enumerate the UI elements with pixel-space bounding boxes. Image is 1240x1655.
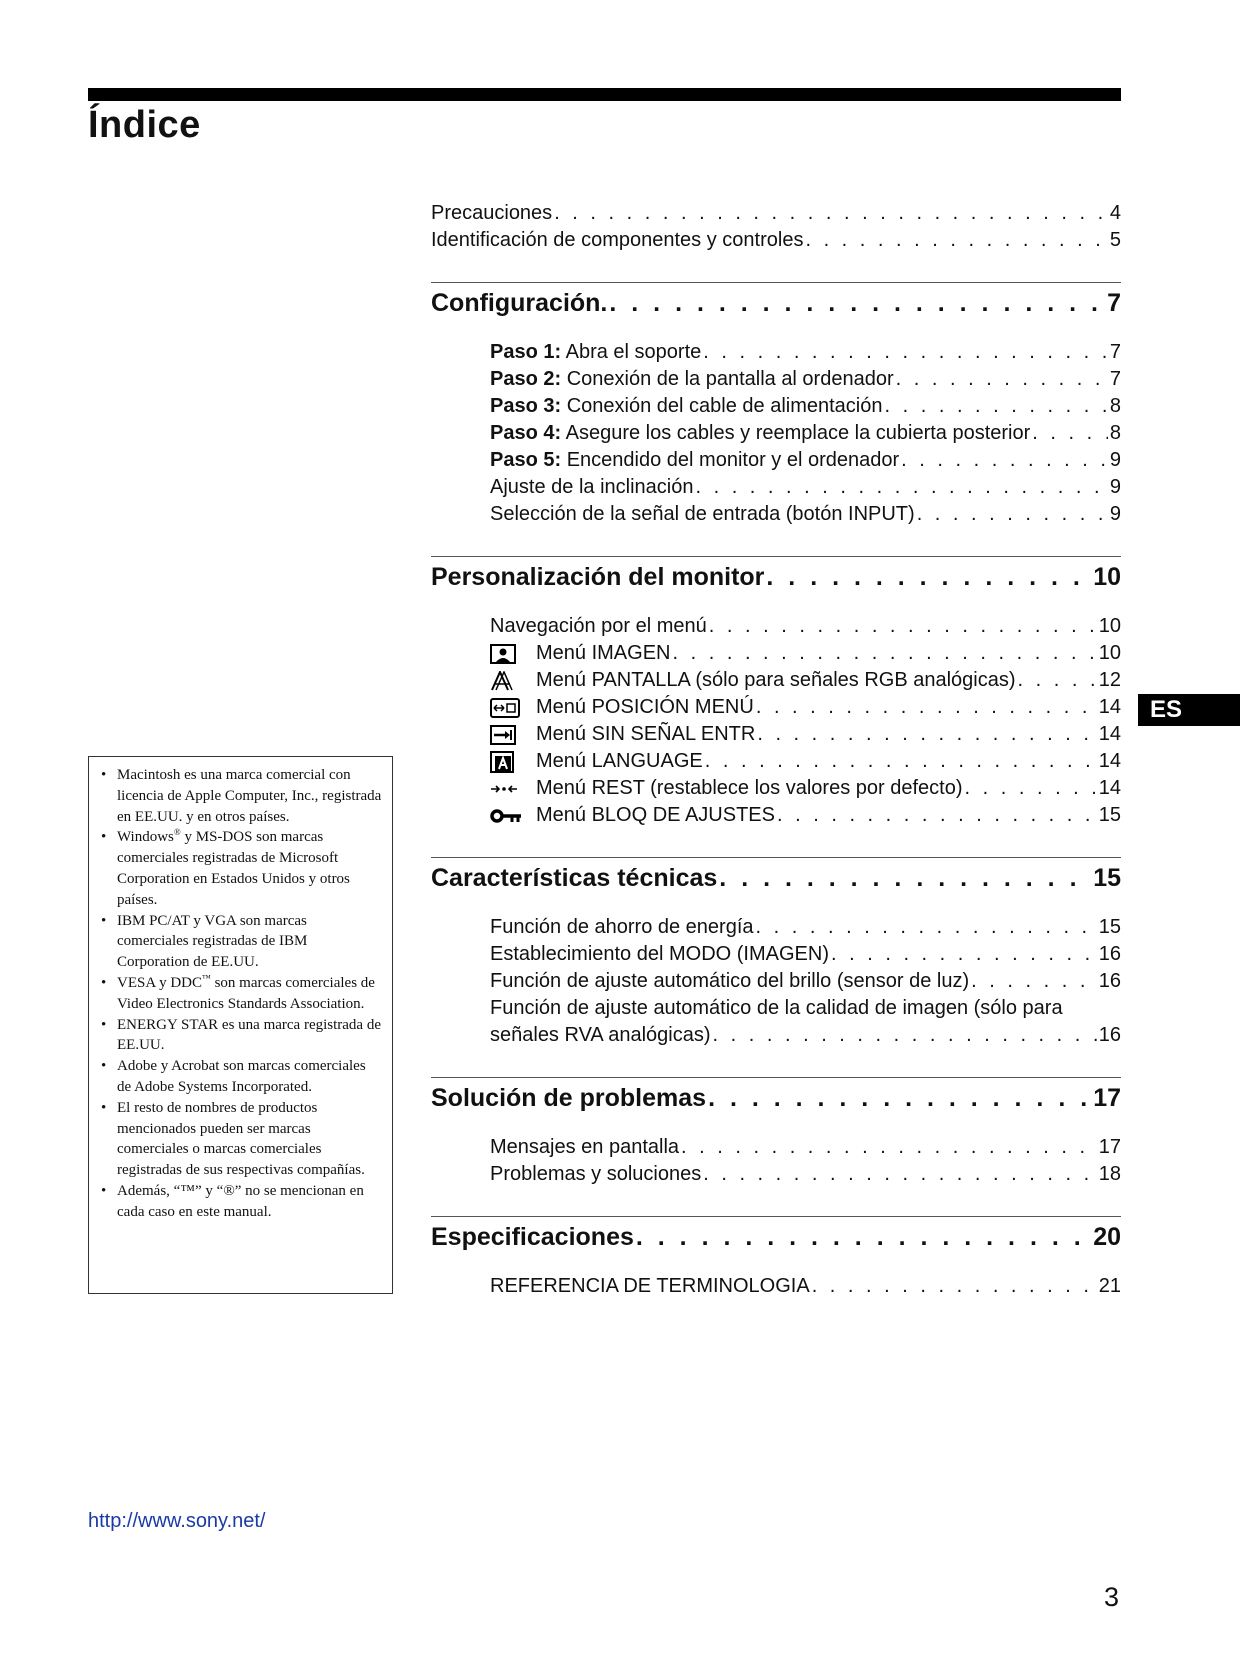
- toc-entry[interactable]: [431, 366, 1121, 393]
- dot-leader: [636, 1219, 1091, 1255]
- toc-entry[interactable]: [431, 501, 1121, 528]
- section-caracteristicas[interactable]: [431, 857, 1121, 896]
- section-title: Especificaciones: [431, 1223, 634, 1251]
- trademark-item: • ENERGY STAR es una marca registrada de EE.UU.: [99, 1015, 382, 1057]
- toc-entry-label: Paso 5: Encendido del monitor y el ordenador: [490, 449, 900, 471]
- toc-entry-label: Precauciones: [431, 202, 553, 224]
- dot-leader: [672, 640, 1096, 667]
- toc-entry[interactable]: [431, 420, 1121, 447]
- toc-entry-page: 8: [1109, 422, 1121, 444]
- section-especificaciones[interactable]: [431, 1216, 1121, 1255]
- toc-entry-label: Función de ajuste automático de la calidad de imagen (sólo para: [490, 997, 1063, 1019]
- key-icon: [490, 802, 536, 829]
- section-page: 15: [1093, 864, 1121, 892]
- toc-entry-page: 16: [1098, 1024, 1121, 1046]
- dot-leader: [756, 694, 1097, 721]
- toc-entry-label: Menú SIN SEÑAL ENTR: [536, 723, 756, 745]
- toc-entry-page: 14: [1098, 723, 1121, 745]
- dot-leader: [757, 721, 1096, 748]
- trademark-item: • Windows® y MS-DOS son marcas comerciales registradas de Microsoft Corporation en Estados Unidos y otros países.: [99, 827, 382, 910]
- dot-leader: [609, 285, 1105, 321]
- toc-entry-page: 10: [1098, 615, 1121, 637]
- header-rule: [88, 88, 1121, 101]
- language-tab: ES: [1138, 694, 1240, 726]
- toc-menu-entry[interactable]: [431, 721, 1121, 748]
- toc-entry-page: 9: [1109, 503, 1121, 525]
- toc-entry-label: Menú LANGUAGE: [536, 750, 703, 772]
- dot-leader: [896, 366, 1108, 393]
- toc-entry-page: 10: [1098, 642, 1121, 664]
- trademark-item: • Además, “™” y “®” no se mencionan en cada caso en este manual.: [99, 1181, 382, 1223]
- dot-leader: [695, 474, 1107, 501]
- dot-leader: [719, 860, 1091, 896]
- toc-entry-label: Menú REST (restablece los valores por defecto): [536, 777, 963, 799]
- screen-icon: [490, 667, 536, 694]
- toc-entry[interactable]: [431, 1161, 1121, 1188]
- dot-leader: [965, 775, 1097, 802]
- menu-position-icon: [490, 694, 536, 721]
- toc-menu-entry[interactable]: [431, 775, 1121, 802]
- dot-leader: [709, 613, 1097, 640]
- toc-entry-label: Menú POSICIÓN MENÚ: [536, 696, 754, 718]
- reset-icon: [490, 775, 536, 802]
- toc-entry-label: Paso 1: Abra el soporte: [490, 341, 702, 363]
- toc-entry-page: 12: [1098, 669, 1121, 691]
- toc-menu-entry[interactable]: [431, 694, 1121, 721]
- picture-icon: [490, 640, 536, 667]
- website-link[interactable]: http://www.sony.net/: [88, 1510, 266, 1532]
- dot-leader: [777, 802, 1097, 829]
- toc-entry[interactable]: [431, 914, 1121, 941]
- dot-leader: [971, 968, 1097, 995]
- dot-leader: [812, 1273, 1097, 1300]
- toc-entry-label: Función de ajuste automático del brillo (sensor de luz): [490, 970, 970, 992]
- toc-entry-page: 9: [1109, 476, 1121, 498]
- section-configuracion[interactable]: [431, 282, 1121, 321]
- toc-entry[interactable]: [431, 474, 1121, 501]
- trademark-item: • IBM PC/AT y VGA son marcas comerciales registradas de IBM Corporation de EE.UU.: [99, 911, 382, 973]
- toc-menu-entry[interactable]: [431, 748, 1121, 775]
- section-page: 7: [1107, 289, 1121, 317]
- toc-entry-page: 14: [1098, 777, 1121, 799]
- toc-entry-label: Navegación por el menú: [490, 615, 707, 637]
- toc-entry-page: 14: [1098, 696, 1121, 718]
- toc-menu-entry[interactable]: [431, 802, 1121, 829]
- dot-leader: [884, 393, 1107, 420]
- toc-entry-page: 16: [1098, 970, 1121, 992]
- dot-leader: [713, 1022, 1097, 1049]
- toc-entry-label: Paso 3: Conexión del cable de alimentación: [490, 395, 883, 417]
- toc-entry-label: Problemas y soluciones: [490, 1163, 702, 1185]
- toc-entry-line1[interactable]: [431, 995, 1121, 1022]
- toc-entry-page: 16: [1098, 943, 1121, 965]
- dot-leader: [703, 339, 1108, 366]
- toc-menu-entry[interactable]: [431, 640, 1121, 667]
- section-title: Configuración.: [431, 289, 608, 317]
- toc-entry-label: Identificación de componentes y controles: [431, 229, 804, 251]
- dot-leader: [766, 559, 1091, 595]
- toc-entry[interactable]: [431, 941, 1121, 968]
- toc-entry-page: 17: [1098, 1136, 1121, 1158]
- toc-menu-entry[interactable]: [431, 667, 1121, 694]
- dot-leader: [554, 200, 1108, 227]
- toc-entry-label: Menú IMAGEN: [536, 642, 671, 664]
- section-title: Características técnicas: [431, 864, 718, 892]
- trademark-item: • Macintosh es una marca comercial con licencia de Apple Computer, Inc., registrada en EE.UU. y en otros países.: [99, 765, 382, 827]
- toc-entry[interactable]: [431, 393, 1121, 420]
- toc-entry-label: señales RVA analógicas): [490, 1024, 711, 1046]
- trademark-item: • El resto de nombres de productos mencionados pueden ser marcas comerciales o marcas comerciales registradas de sus respectivas compañías.: [99, 1098, 382, 1181]
- toc-entry-label: Mensajes en pantalla: [490, 1136, 680, 1158]
- trademarks-box: [88, 756, 393, 1294]
- toc-entry-page: 21: [1098, 1275, 1121, 1297]
- toc-entry-page: 9: [1109, 449, 1121, 471]
- toc-entry-label: Paso 2: Conexión de la pantalla al ordenador: [490, 368, 894, 390]
- toc-entry[interactable]: [431, 339, 1121, 366]
- toc-entry-label: Menú BLOQ DE AJUSTES: [536, 804, 775, 826]
- toc-entry[interactable]: [431, 200, 1121, 227]
- dot-leader: [703, 1161, 1097, 1188]
- toc-entry-page: 5: [1109, 229, 1121, 251]
- toc-entry-label: REFERENCIA DE TERMINOLOGIA: [490, 1275, 810, 1297]
- toc-entry[interactable]: [431, 613, 1121, 640]
- section-personalizacion[interactable]: [431, 556, 1121, 595]
- dot-leader: [831, 941, 1097, 968]
- toc-entry-label: Menú PANTALLA (sólo para señales RGB analógicas): [536, 669, 1016, 691]
- toc-entry[interactable]: [431, 1134, 1121, 1161]
- toc-entry-page: 7: [1109, 368, 1121, 390]
- page-title: Índice: [88, 104, 201, 146]
- toc-entry-page: 15: [1098, 804, 1121, 826]
- toc-entry[interactable]: [431, 447, 1121, 474]
- section-page: 20: [1093, 1223, 1121, 1251]
- toc-entry-label: Selección de la señal de entrada (botón INPUT): [490, 503, 915, 525]
- toc-entry-label: Función de ahorro de energía: [490, 916, 754, 938]
- dot-leader: [901, 447, 1108, 474]
- toc-entry[interactable]: [431, 1022, 1121, 1049]
- toc-entry-page: 4: [1109, 202, 1121, 224]
- dot-leader: [1032, 420, 1108, 447]
- toc-entry[interactable]: [431, 1273, 1121, 1300]
- dot-leader: [708, 1080, 1091, 1116]
- toc-entry-page: 15: [1098, 916, 1121, 938]
- toc-entry-page: 7: [1109, 341, 1121, 363]
- section-title: Solución de problemas: [431, 1084, 707, 1112]
- section-page: 10: [1093, 563, 1121, 591]
- toc-entry[interactable]: [431, 968, 1121, 995]
- no-input-icon: [490, 721, 536, 748]
- dot-leader: [805, 227, 1107, 254]
- language-icon: [490, 748, 536, 775]
- toc-entry-label: Paso 4: Asegure los cables y reemplace la cubierta posterior: [490, 422, 1031, 444]
- page-number: 3: [1104, 1582, 1120, 1612]
- dot-leader: [1018, 667, 1097, 694]
- toc-entry-page: 18: [1098, 1163, 1121, 1185]
- toc-entry[interactable]: [431, 227, 1121, 254]
- toc-entry-label: Establecimiento del MODO (IMAGEN): [490, 943, 829, 965]
- section-title: Personalización del monitor: [431, 563, 765, 591]
- toc-entry-page: 14: [1098, 750, 1121, 772]
- section-page: 17: [1093, 1084, 1121, 1112]
- section-solucion[interactable]: [431, 1077, 1121, 1116]
- dot-leader: [681, 1134, 1097, 1161]
- table-of-contents: [431, 200, 1121, 1300]
- toc-entry-page: 8: [1109, 395, 1121, 417]
- toc-entry-label: Ajuste de la inclinación: [490, 476, 694, 498]
- dot-leader: [917, 501, 1108, 528]
- trademark-item: • VESA y DDC™ son marcas comerciales de Video Electronics Standards Association.: [99, 973, 382, 1015]
- dot-leader: [705, 748, 1097, 775]
- trademark-item: • Adobe y Acrobat son marcas comerciales de Adobe Systems Incorporated.: [99, 1056, 382, 1098]
- dot-leader: [756, 914, 1097, 941]
